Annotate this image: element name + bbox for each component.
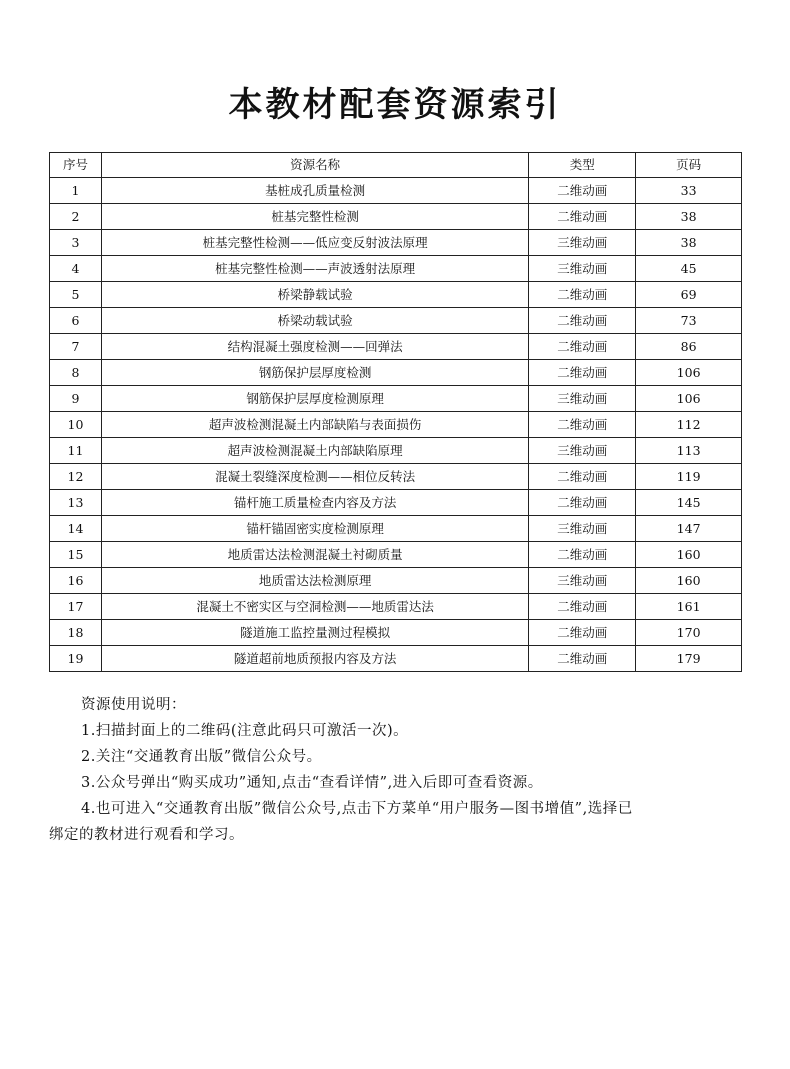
row-number-cell: 5 <box>50 282 102 308</box>
page-number-cell: 161 <box>636 594 742 620</box>
table-row <box>50 412 742 438</box>
page-number-cell: 112 <box>636 412 742 438</box>
resource-type-cell: 三维动画 <box>529 386 636 412</box>
header-type: 类型 <box>529 153 636 178</box>
table-body <box>50 178 742 672</box>
resource-name-cell: 隧道施工监控量测过程模拟 <box>101 620 528 646</box>
table-row <box>50 386 742 412</box>
table-row <box>50 490 742 516</box>
row-number-cell: 17 <box>50 594 102 620</box>
table-row <box>50 256 742 282</box>
table-row <box>50 438 742 464</box>
resource-name-cell: 桥梁动载试验 <box>101 308 528 334</box>
row-number-cell: 15 <box>50 542 102 568</box>
page-number-cell: 38 <box>636 204 742 230</box>
resource-type-cell: 二维动画 <box>529 646 636 672</box>
table-row <box>50 178 742 204</box>
page-number-cell: 73 <box>636 308 742 334</box>
usage-notes <box>49 692 749 848</box>
page-number-cell: 38 <box>636 230 742 256</box>
table-row <box>50 334 742 360</box>
page-title: 本教材配套资源索引 <box>228 84 562 125</box>
resource-name-cell: 超声波检测混凝土内部缺陷原理 <box>101 438 528 464</box>
resource-type-cell: 二维动画 <box>529 412 636 438</box>
resource-type-cell: 二维动画 <box>529 620 636 646</box>
resource-name-cell: 地质雷达法检测原理 <box>101 568 528 594</box>
header-resource-name: 资源名称 <box>101 153 528 178</box>
row-number-cell: 12 <box>50 464 102 490</box>
resource-name-cell: 桥梁静载试验 <box>101 282 528 308</box>
row-number-cell: 16 <box>50 568 102 594</box>
page-number-cell: 106 <box>636 386 742 412</box>
page-number-cell: 69 <box>636 282 742 308</box>
resource-type-cell: 三维动画 <box>529 256 636 282</box>
row-number-cell: 3 <box>50 230 102 256</box>
row-number-cell: 19 <box>50 646 102 672</box>
resource-name-cell: 超声波检测混凝土内部缺陷与表面损伤 <box>101 412 528 438</box>
table-row <box>50 620 742 646</box>
resource-index-table <box>49 152 742 672</box>
resource-type-cell: 三维动画 <box>529 230 636 256</box>
page-number-cell: 33 <box>636 178 742 204</box>
resource-type-cell: 二维动画 <box>529 464 636 490</box>
row-number-cell: 7 <box>50 334 102 360</box>
row-number-cell: 2 <box>50 204 102 230</box>
page-number-cell: 160 <box>636 542 742 568</box>
table-row <box>50 594 742 620</box>
resource-type-cell: 三维动画 <box>529 438 636 464</box>
page-number-cell: 179 <box>636 646 742 672</box>
resource-name-cell: 钢筋保护层厚度检测原理 <box>101 386 528 412</box>
resource-name-cell: 锚杆施工质量检查内容及方法 <box>101 490 528 516</box>
table-row <box>50 360 742 386</box>
page-number-cell: 160 <box>636 568 742 594</box>
row-number-cell: 8 <box>50 360 102 386</box>
resource-name-cell: 锚杆锚固密实度检测原理 <box>101 516 528 542</box>
header-number: 序号 <box>50 153 102 178</box>
resource-type-cell: 二维动画 <box>529 542 636 568</box>
row-number-cell: 6 <box>50 308 102 334</box>
row-number-cell: 13 <box>50 490 102 516</box>
page-number-cell: 86 <box>636 334 742 360</box>
page-number-cell: 119 <box>636 464 742 490</box>
table-row <box>50 230 742 256</box>
page-number-cell: 113 <box>636 438 742 464</box>
row-number-cell: 1 <box>50 178 102 204</box>
notes-heading: 资源使用说明： <box>81 697 186 713</box>
page-number-cell: 106 <box>636 360 742 386</box>
row-number-cell: 10 <box>50 412 102 438</box>
resource-type-cell: 三维动画 <box>529 516 636 542</box>
resource-name-cell: 混凝土裂缝深度检测——相位反转法 <box>101 464 528 490</box>
resource-type-cell: 二维动画 <box>529 490 636 516</box>
table-header-row <box>50 153 742 178</box>
resource-name-cell: 桩基完整性检测 <box>101 204 528 230</box>
table-row <box>50 516 742 542</box>
resource-name-cell: 桩基完整性检测——低应变反射波法原理 <box>101 230 528 256</box>
resource-type-cell: 二维动画 <box>529 178 636 204</box>
page-number-cell: 145 <box>636 490 742 516</box>
note-item-4-continued: 绑定的教材进行观看和学习。 <box>49 827 244 843</box>
resource-name-cell: 钢筋保护层厚度检测 <box>101 360 528 386</box>
resource-type-cell: 二维动画 <box>529 360 636 386</box>
note-item-4: 4.也可进入“交通教育出版”微信公众号,点击下方菜单“用户服务—图书增值”,选择已 <box>81 801 633 817</box>
resource-name-cell: 混凝土不密实区与空洞检测——地质雷达法 <box>101 594 528 620</box>
page-number-cell: 170 <box>636 620 742 646</box>
table-row <box>50 646 742 672</box>
header-page: 页码 <box>636 153 742 178</box>
table-row <box>50 464 742 490</box>
row-number-cell: 4 <box>50 256 102 282</box>
resource-name-cell: 桩基完整性检测——声波透射法原理 <box>101 256 528 282</box>
row-number-cell: 18 <box>50 620 102 646</box>
note-item-1: 1.扫描封面上的二维码(注意此码只可激活一次)。 <box>81 723 409 739</box>
resource-type-cell: 二维动画 <box>529 334 636 360</box>
resource-type-cell: 二维动画 <box>529 282 636 308</box>
page-number-cell: 147 <box>636 516 742 542</box>
resource-name-cell: 结构混凝土强度检测——回弹法 <box>101 334 528 360</box>
resource-name-cell: 基桩成孔质量检测 <box>101 178 528 204</box>
resource-name-cell: 地质雷达法检测混凝土衬砌质量 <box>101 542 528 568</box>
row-number-cell: 11 <box>50 438 102 464</box>
table-row <box>50 282 742 308</box>
table-row <box>50 542 742 568</box>
resource-type-cell: 二维动画 <box>529 594 636 620</box>
table-row <box>50 308 742 334</box>
resource-type-cell: 二维动画 <box>529 204 636 230</box>
note-item-2: 2.关注“交通教育出版”微信公众号。 <box>81 749 322 765</box>
resource-type-cell: 二维动画 <box>529 308 636 334</box>
resource-type-cell: 三维动画 <box>529 568 636 594</box>
page-number-cell: 45 <box>636 256 742 282</box>
table-row <box>50 204 742 230</box>
resource-name-cell: 隧道超前地质预报内容及方法 <box>101 646 528 672</box>
row-number-cell: 14 <box>50 516 102 542</box>
note-item-3: 3.公众号弹出“购买成功”通知,点击“查看详情”,进入后即可查看资源。 <box>81 775 543 791</box>
row-number-cell: 9 <box>50 386 102 412</box>
table-row <box>50 568 742 594</box>
